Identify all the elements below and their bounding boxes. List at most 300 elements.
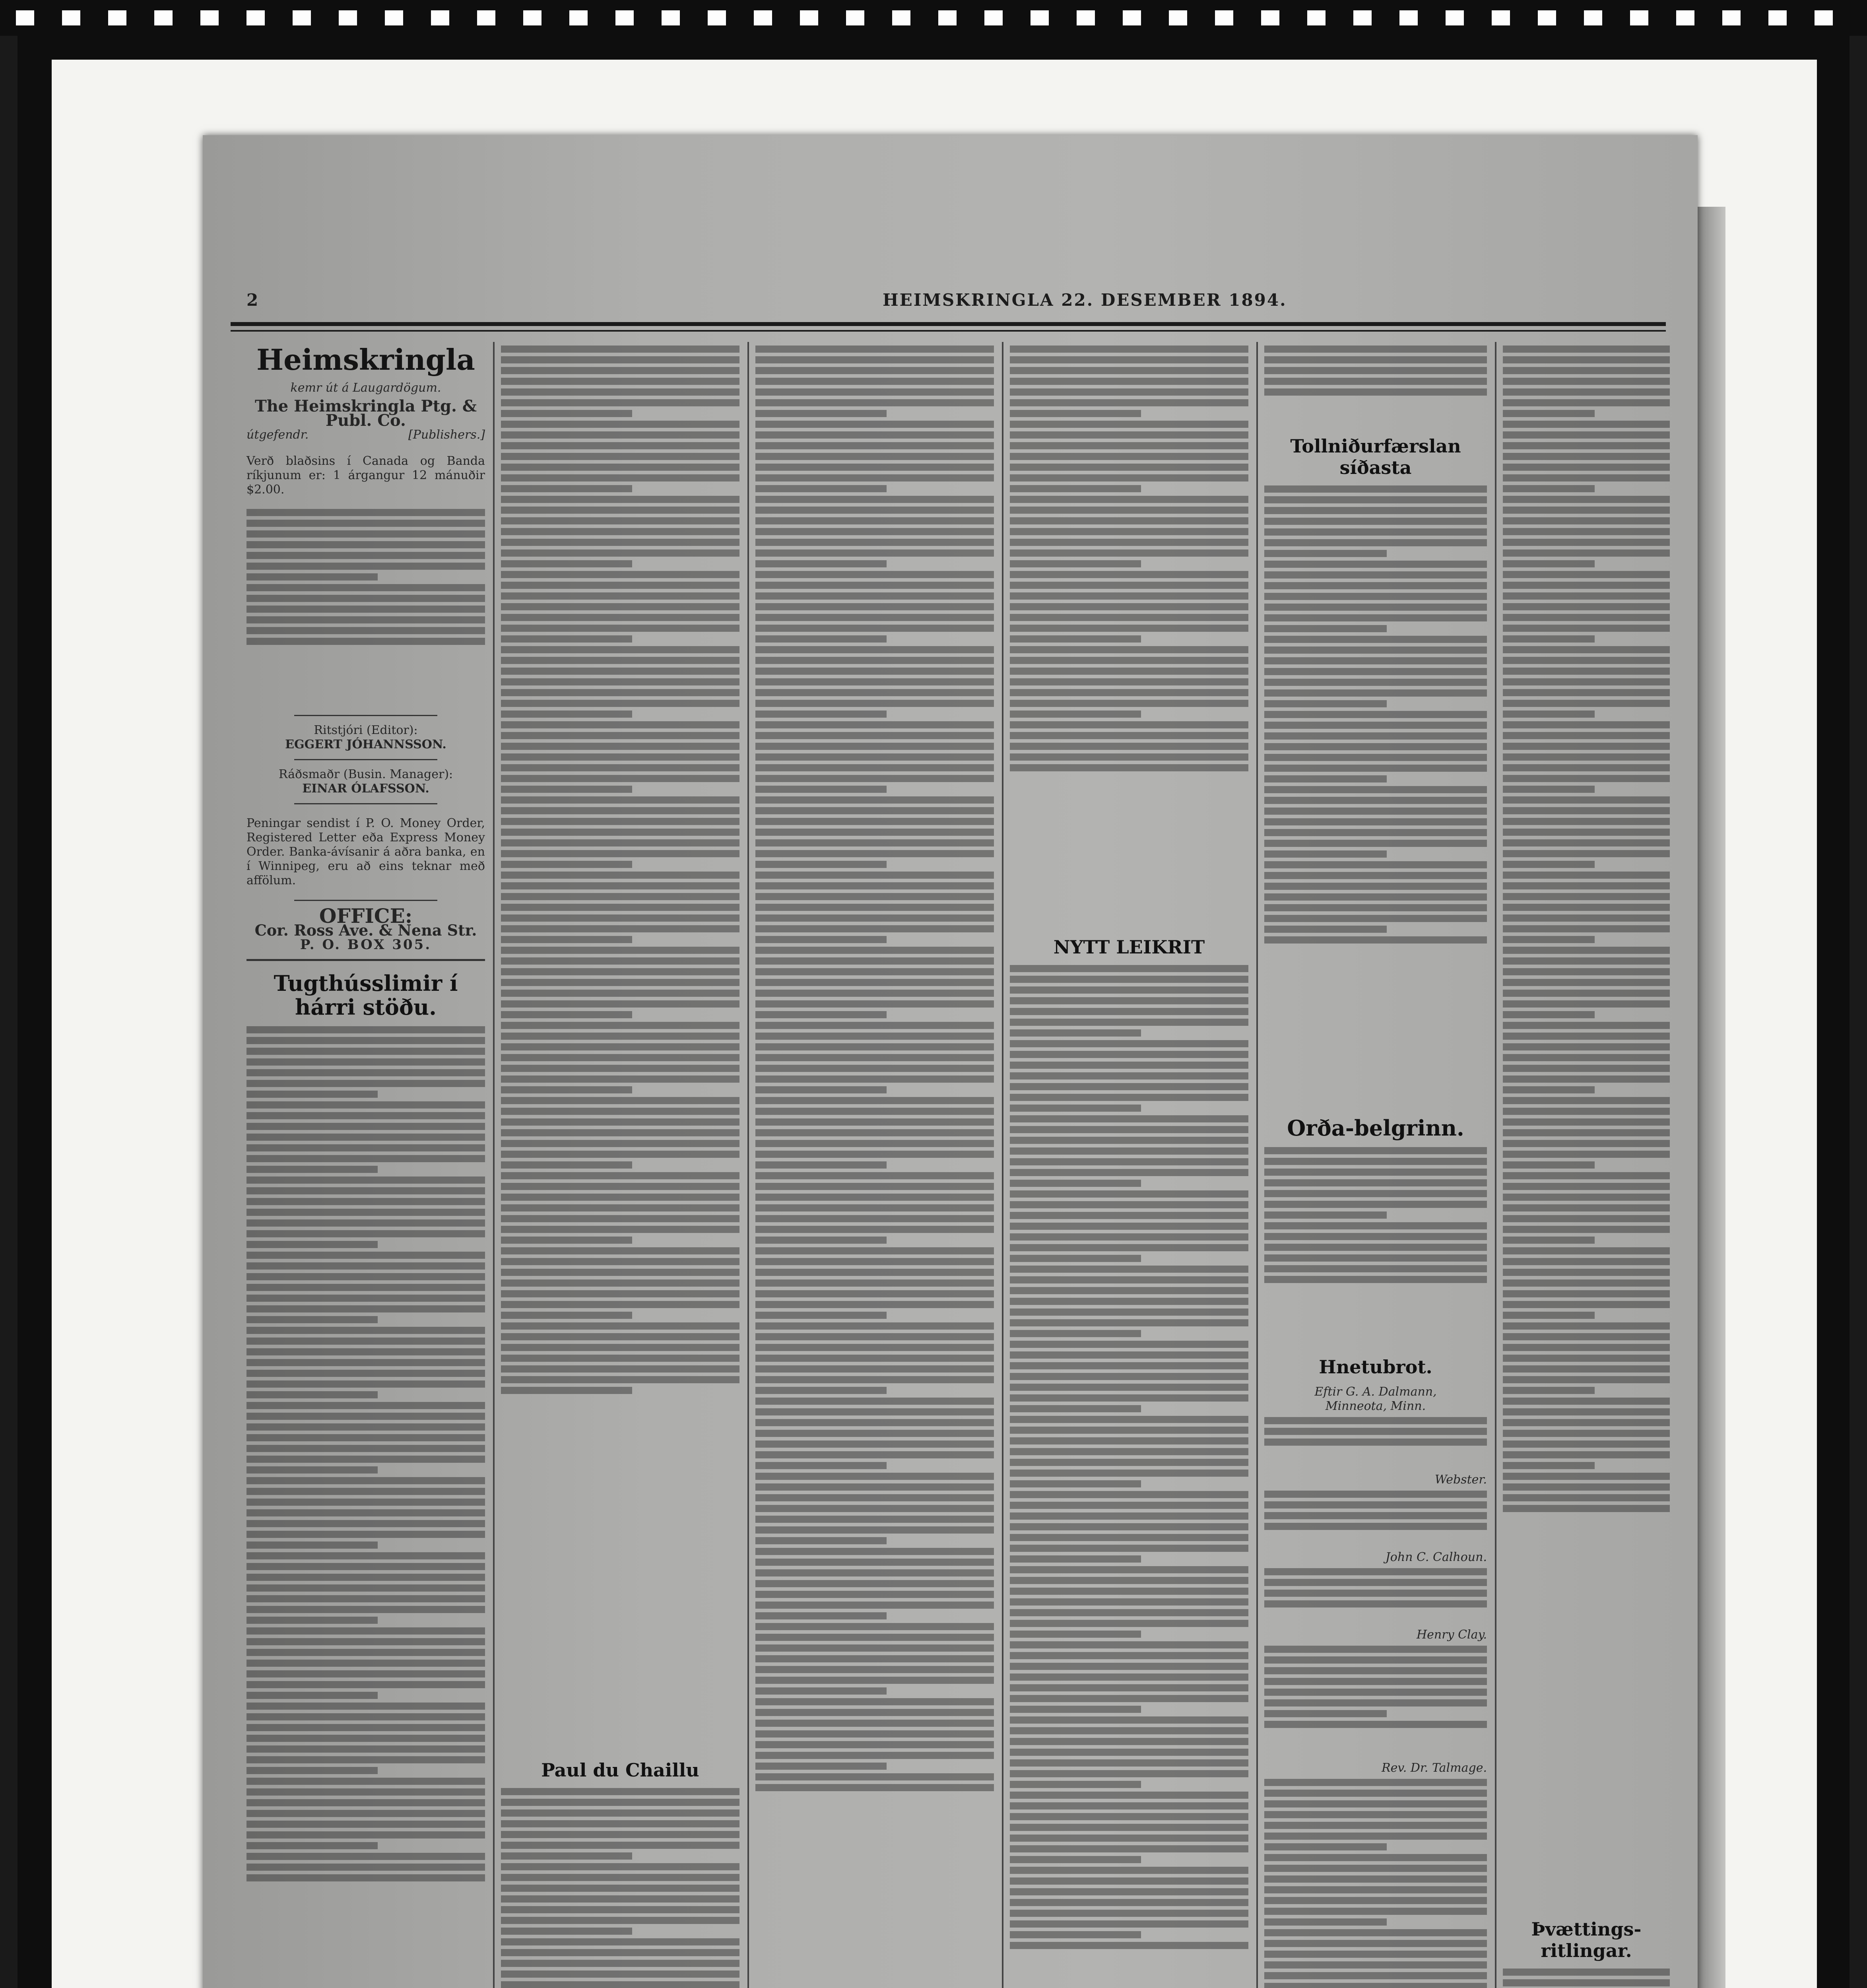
text-line [246, 1295, 485, 1302]
film-sprocket-hole [1815, 10, 1833, 25]
text-line [1264, 528, 1487, 536]
text-line [246, 1842, 378, 1849]
text-line [1503, 850, 1670, 857]
text-line [1503, 711, 1595, 718]
text-line [1010, 1223, 1248, 1230]
text-line [246, 1627, 485, 1635]
text-line [246, 1338, 485, 1345]
text-line [246, 563, 485, 570]
article-body [1264, 1779, 1487, 1988]
text-line [246, 1541, 378, 1549]
text-line [246, 1155, 485, 1162]
text-line [1264, 1590, 1487, 1597]
text-line [755, 753, 994, 761]
film-sprocket-hole [1492, 10, 1510, 25]
text-line [1010, 1330, 1141, 1337]
text-line [755, 560, 887, 567]
price-line: Verð blaðsins í Canada og Banda ríkjunum er: 1 árgangur 12 mánuðir $2.00. [246, 454, 485, 497]
text-line [755, 1215, 994, 1222]
text-line [1503, 829, 1670, 836]
text-line [1264, 1491, 1487, 1498]
text-line [1264, 1222, 1487, 1229]
text-line [1010, 625, 1248, 632]
film-sprocket-hole [1584, 10, 1602, 25]
text-line [501, 1054, 739, 1061]
film-sprocket-hole [246, 10, 265, 25]
text-line [1010, 1180, 1141, 1187]
divider [294, 900, 437, 901]
text-line [1010, 1512, 1248, 1520]
text-line [755, 625, 994, 632]
text-line [1010, 753, 1248, 761]
text-line [755, 904, 994, 911]
quote-attribution: Webster. [1434, 1473, 1487, 1487]
text-line [1264, 765, 1487, 772]
divider [294, 803, 437, 804]
text-line [501, 399, 739, 406]
text-line [1010, 1427, 1248, 1434]
text-line [755, 410, 887, 417]
text-line [1010, 1470, 1248, 1477]
text-line [755, 1677, 994, 1684]
text-line [501, 1981, 739, 1988]
po-box: P. O. BOX 305. [300, 937, 432, 953]
article-headline: NYTT LEIKRIT [1053, 936, 1205, 958]
text-line [1264, 636, 1487, 643]
text-line [246, 1606, 485, 1613]
text-line [1264, 1439, 1487, 1446]
article-body [1503, 1969, 1670, 1988]
text-line [755, 1408, 994, 1415]
text-line [1503, 1043, 1670, 1050]
text-line [1503, 356, 1670, 363]
text-line [501, 1322, 739, 1330]
text-line [1264, 1646, 1487, 1653]
text-line [755, 925, 994, 932]
article-body [1264, 1646, 1487, 1761]
text-line [1503, 1172, 1670, 1179]
article-body [1264, 485, 1487, 1106]
masthead-title: Heimskringla [256, 343, 475, 377]
text-line [1010, 721, 1248, 728]
text-line [1503, 410, 1595, 417]
text-line [1503, 1333, 1670, 1340]
text-line [501, 786, 632, 793]
film-sprocket-hole [62, 10, 80, 25]
quote-attribution: Henry Clay. [1417, 1628, 1487, 1642]
text-line [755, 1441, 994, 1448]
text-line [1010, 1631, 1141, 1638]
text-line [1010, 1566, 1248, 1573]
text-line [755, 1312, 887, 1319]
text-line [1010, 1555, 1141, 1563]
text-line [1503, 1258, 1670, 1265]
text-line [1010, 539, 1248, 546]
text-line [1010, 1920, 1248, 1928]
text-line [1503, 839, 1670, 846]
text-line [1503, 421, 1670, 428]
text-line [755, 1204, 994, 1211]
text-line [1264, 1811, 1487, 1818]
text-line [1264, 1147, 1487, 1154]
text-line [755, 1344, 994, 1351]
text-line [1010, 464, 1248, 471]
text-line [1010, 1910, 1248, 1917]
text-line [1010, 517, 1248, 524]
text-line [1010, 1545, 1248, 1552]
text-line [755, 1451, 994, 1458]
text-line [1503, 1365, 1670, 1373]
office-address: Cor. Ross Ave. & Nena Str. [254, 921, 477, 939]
text-line [755, 1687, 887, 1695]
text-line [501, 367, 739, 374]
text-line [1264, 936, 1487, 944]
text-line [246, 1219, 485, 1227]
text-line [246, 1681, 485, 1688]
office-label: OFFICE: [319, 904, 413, 928]
text-line [1010, 689, 1248, 696]
text-line [501, 1065, 739, 1072]
text-line [501, 346, 739, 353]
text-line [1264, 1983, 1487, 1988]
text-line [755, 346, 994, 353]
text-line [501, 850, 739, 857]
text-line [1010, 1641, 1248, 1648]
text-line [1010, 582, 1248, 589]
text-line [1503, 1194, 1670, 1201]
text-line [755, 1097, 994, 1104]
text-line [1503, 442, 1670, 449]
text-line [246, 1037, 485, 1044]
text-line [1010, 388, 1248, 396]
text-line [755, 893, 994, 900]
text-line [1264, 571, 1487, 579]
article-body [501, 346, 739, 1749]
text-line [755, 1151, 994, 1158]
text-line [501, 914, 739, 922]
article-body [1503, 346, 1670, 1908]
text-line [755, 1290, 994, 1297]
text-line [1010, 1781, 1141, 1788]
text-line [1503, 1269, 1670, 1276]
text-line [1010, 1620, 1248, 1627]
text-line [755, 936, 887, 943]
text-line [1010, 668, 1248, 675]
text-line [1264, 657, 1487, 664]
text-line [755, 1118, 994, 1126]
text-line [501, 1118, 739, 1126]
text-line [1264, 850, 1387, 858]
text-line [1010, 1824, 1248, 1831]
text-line [1010, 1105, 1141, 1112]
text-line [1503, 925, 1670, 932]
text-line [1503, 1408, 1670, 1415]
text-line [1264, 604, 1487, 611]
text-line [755, 721, 994, 728]
text-line [755, 861, 887, 868]
text-line [246, 1069, 485, 1076]
text-line [1503, 539, 1670, 546]
text-line [1264, 722, 1487, 729]
divider [294, 715, 437, 716]
text-line [501, 442, 739, 449]
text-line [1010, 1394, 1248, 1402]
text-line [1010, 657, 1248, 664]
text-line [501, 807, 739, 814]
text-line [755, 549, 994, 557]
text-line [501, 979, 739, 986]
text-line [1503, 1140, 1670, 1147]
film-sprocket-hole [569, 10, 588, 25]
article-body [1010, 965, 1248, 1988]
text-line [755, 603, 994, 610]
text-line [1503, 1430, 1670, 1437]
text-line [1503, 388, 1670, 396]
text-line [501, 1874, 739, 1881]
text-line [1264, 1721, 1487, 1728]
text-line [1264, 1961, 1487, 1969]
column-rule [1256, 342, 1258, 1988]
text-line [501, 678, 739, 685]
text-line [1010, 1072, 1248, 1079]
text-line [1503, 775, 1670, 782]
text-line [755, 453, 994, 460]
text-line [501, 1831, 739, 1838]
film-sprocket-hole [1031, 10, 1049, 25]
text-line [755, 1773, 994, 1780]
text-line [755, 1419, 994, 1426]
text-line [1010, 485, 1141, 492]
text-line [501, 1076, 739, 1083]
text-line [501, 1237, 632, 1244]
text-line [755, 367, 994, 374]
text-line [1503, 1129, 1670, 1136]
text-line [501, 700, 739, 707]
text-line [246, 1499, 485, 1506]
text-line [1503, 646, 1670, 653]
text-line [1503, 571, 1670, 578]
text-line [1503, 1322, 1670, 1330]
text-line [1503, 914, 1670, 922]
publisher-name: The Heimskringla Ptg. & Publ. Co. [254, 397, 477, 430]
text-line [501, 1043, 739, 1050]
text-line [1503, 882, 1670, 889]
masthead-notice [246, 509, 485, 708]
text-line [501, 1258, 739, 1265]
text-line [755, 1108, 994, 1115]
text-line [755, 668, 994, 675]
text-line [1264, 1667, 1487, 1674]
text-line [501, 1215, 739, 1222]
divider [294, 759, 437, 760]
text-line [1264, 1417, 1487, 1424]
publisher-role-left: útgefendr. [246, 428, 309, 442]
text-line [501, 1809, 739, 1817]
text-line [501, 1290, 739, 1297]
text-line [1010, 1298, 1248, 1305]
text-line [1503, 453, 1670, 460]
text-line [755, 1763, 887, 1770]
text-line [246, 1176, 485, 1184]
text-line [1503, 1483, 1670, 1491]
text-line [755, 1387, 887, 1394]
text-line [1264, 700, 1387, 707]
text-line [501, 796, 739, 804]
text-line [755, 399, 994, 406]
text-line [1264, 861, 1487, 868]
text-line [1010, 1491, 1248, 1498]
text-line [246, 1745, 485, 1753]
text-line [1264, 485, 1487, 493]
text-line [755, 968, 994, 975]
text-line [1264, 1201, 1487, 1208]
text-line [1503, 786, 1595, 793]
text-line [755, 646, 994, 653]
text-line [1503, 1215, 1670, 1222]
text-line [246, 1520, 485, 1527]
text-line [1264, 1710, 1387, 1717]
text-line [1503, 1279, 1670, 1287]
text-line [1010, 378, 1248, 385]
text-line [755, 1430, 994, 1437]
text-line [755, 582, 994, 589]
text-line [755, 1784, 994, 1791]
text-line [1010, 986, 1248, 994]
text-line [1010, 507, 1248, 514]
text-line [501, 893, 739, 900]
text-line [1503, 1494, 1670, 1501]
article-body [1264, 1417, 1487, 1473]
text-line [1264, 883, 1487, 890]
text-line [501, 1949, 739, 1956]
text-line [1010, 1062, 1248, 1069]
text-line [1010, 1008, 1248, 1015]
text-line [1264, 904, 1487, 911]
text-line [1010, 1266, 1248, 1273]
text-line [1503, 700, 1670, 707]
text-line [1264, 1897, 1487, 1904]
text-line [501, 1183, 739, 1190]
text-line [246, 1370, 485, 1377]
text-line [501, 582, 739, 589]
text-line [1264, 1843, 1387, 1850]
editor-label: Ritstjóri (Editor): [314, 723, 418, 737]
text-line [1503, 657, 1670, 664]
text-line [246, 1799, 485, 1806]
column-5 [1264, 342, 1487, 1988]
text-line [246, 1380, 485, 1388]
text-line [755, 839, 994, 846]
text-line [1503, 947, 1670, 954]
text-line [1010, 1716, 1248, 1724]
divider [246, 959, 485, 961]
text-line [1503, 1462, 1595, 1469]
text-line [246, 595, 485, 602]
text-line [501, 1269, 739, 1276]
text-line [1010, 1588, 1248, 1595]
text-line [501, 1000, 739, 1008]
text-line [755, 1483, 994, 1491]
text-line [1503, 1451, 1670, 1458]
text-line [1010, 549, 1248, 557]
text-line [1503, 431, 1670, 439]
text-line [1010, 1942, 1248, 1949]
text-line [1264, 775, 1387, 782]
text-line [1010, 560, 1141, 567]
text-line [755, 1634, 994, 1641]
text-line [1010, 571, 1248, 578]
text-line [755, 1537, 887, 1544]
text-line [501, 635, 632, 643]
text-line [501, 1852, 632, 1860]
text-line [1503, 592, 1670, 600]
text-line [1264, 1790, 1487, 1797]
text-line [501, 625, 739, 632]
column-rule [493, 342, 495, 1988]
text-line [1264, 743, 1487, 750]
film-sprocket-hole [708, 10, 726, 25]
text-line [1503, 1000, 1670, 1008]
text-line [755, 689, 994, 696]
text-line [246, 1080, 485, 1087]
text-line [1010, 1888, 1248, 1895]
text-line [755, 764, 994, 771]
text-line [755, 356, 994, 363]
text-line [1503, 1355, 1670, 1362]
article-byline-place: Minneota, Minn. [1325, 1399, 1426, 1413]
film-edge-right [1850, 36, 1867, 1988]
text-line [755, 979, 994, 986]
text-line [1264, 1512, 1487, 1519]
text-line [501, 1097, 739, 1104]
film-sprocket-hole [154, 10, 173, 25]
text-line [501, 957, 739, 965]
text-line [1503, 1033, 1670, 1040]
text-line [1010, 1169, 1248, 1176]
film-sprocket-hole [1215, 10, 1233, 25]
text-line [1010, 1158, 1248, 1165]
text-line [1264, 915, 1487, 922]
text-line [246, 606, 485, 613]
text-line [755, 614, 994, 621]
text-line [755, 442, 994, 449]
text-line [246, 1434, 485, 1441]
text-line [1264, 356, 1487, 363]
text-line [246, 1617, 378, 1624]
text-line [1264, 808, 1487, 815]
text-line [246, 541, 485, 548]
text-line [1010, 1115, 1248, 1122]
text-line [1264, 1211, 1387, 1219]
text-line [246, 1112, 485, 1119]
text-line [1264, 1523, 1487, 1530]
text-line [501, 388, 739, 396]
text-line [1264, 1169, 1487, 1176]
text-line [755, 571, 994, 578]
text-line [755, 1698, 994, 1705]
text-line [1503, 625, 1670, 632]
text-line [755, 1494, 994, 1501]
text-line [501, 882, 739, 889]
text-line [501, 753, 739, 761]
text-line [1010, 474, 1248, 481]
manager-label: Ráðsmaðr (Busin. Manager): [278, 767, 453, 781]
text-line [246, 1724, 485, 1731]
text-line [501, 1247, 739, 1254]
text-line [755, 378, 994, 385]
article-headline: Orða-belgrinn. [1287, 1115, 1464, 1141]
text-line [1264, 1972, 1487, 1979]
